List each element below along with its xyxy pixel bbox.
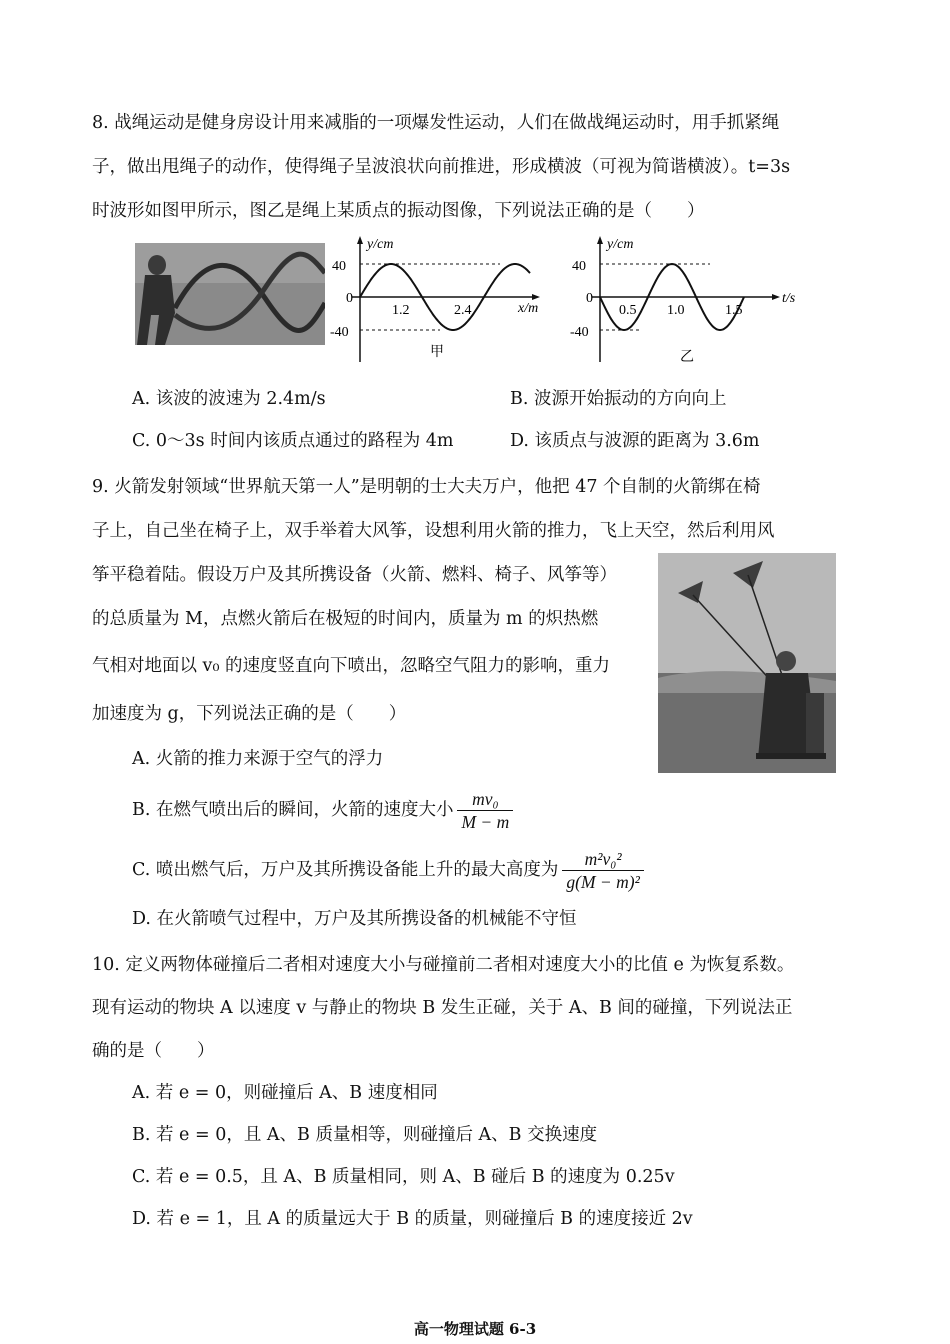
q9-line6: 加速度为 g，下列说法正确的是（ ）: [92, 704, 407, 724]
q9-option-d: D. 在火箭喷气过程中，万户及其所携设备的机械能不守恒: [132, 909, 577, 929]
graph-yi-x-tick-2: 1.0: [667, 303, 685, 318]
q8-option-d: D. 该质点与波源的距离为 3.6m: [510, 431, 760, 451]
q9-option-c-numerator: m²v₀²: [562, 848, 643, 871]
graph-jia: [330, 232, 555, 367]
page-footer: 高一物理试题 6-3: [413, 1320, 537, 1338]
q9-option-c-text: C. 喷出燃气后，万户及其所携设备能上升的最大高度为: [132, 860, 559, 880]
graph-jia-x-label: x/m: [518, 301, 539, 316]
graph-jia-x-tick-2: 2.4: [454, 303, 472, 318]
q10-line3: 确的是（ ）: [92, 1041, 215, 1061]
q9-option-c: [132, 844, 648, 896]
q9-line5: 气相对地面以 v₀ 的速度竖直向下喷出，忽略空气阻力的影响，重力: [92, 656, 611, 676]
q9-line4: 的总质量为 M，点燃火箭后在极短的时间内，质量为 m 的炽热燃: [92, 609, 599, 629]
q9-option-c-denominator: g(M − m)²: [566, 872, 640, 892]
q8-line2: 子，做出甩绳子的动作，使得绳子呈波浪状向前推进，形成横波（可视为简谐横波）。t=3s: [92, 157, 791, 177]
q9-option-b-numerator: mv₀: [457, 788, 513, 811]
graph-jia-y-tick-40: 40: [332, 259, 346, 274]
q10-option-a: A. 若 e = 0，则碰撞后 A、B 速度相同: [132, 1083, 438, 1103]
wan-hu-illustration: [658, 553, 836, 773]
graph-yi-y-tick-0: 0: [586, 291, 593, 306]
q8-option-a: A. 该波的波速为 2.4m/s: [132, 389, 326, 409]
q10-line2: 现有运动的物块 A 以速度 v 与静止的物块 B 发生正碰，关于 A、B 间的碰撞，下列说法正: [92, 998, 793, 1018]
graph-yi-x-tick-3: 1.5: [725, 303, 743, 318]
graph-jia-x-tick-1: 1.2: [392, 303, 410, 318]
q9-line3: 筝平稳着陆。假设万户及其所携设备（火箭、燃料、椅子、风筝等）: [92, 565, 617, 585]
q9-option-a: A. 火箭的推力来源于空气的浮力: [132, 749, 384, 769]
graph-yi-caption: 乙: [680, 350, 694, 365]
q9-option-c-fraction: [562, 848, 643, 893]
graph-yi: [570, 232, 805, 367]
q9-line2: 子上，自己坐在椅子上，双手举着大风筝，设想利用火箭的推力，飞上天空，然后利用风: [92, 521, 775, 541]
graph-jia-caption: 甲: [430, 345, 444, 360]
battle-rope-photo: [135, 243, 325, 345]
graph-yi-x-tick-1: 0.5: [619, 303, 637, 318]
q9-line1: 9. 火箭发射领域“世界航天第一人”是明朝的士大夫万户，他把 47 个自制的火箭绑在椅: [92, 477, 761, 497]
q10-line1: 10. 定义两物体碰撞后二者相对速度大小与碰撞前二者相对速度大小的比值 e 为恢复系数。: [92, 955, 795, 975]
graph-jia-y-label: y/cm: [367, 237, 394, 252]
q10-option-d: D. 若 e = 1，且 A 的质量远大于 B 的质量，则碰撞后 B 的速度接近 2v: [132, 1209, 693, 1229]
q8-line1: 8. 战绳运动是健身房设计用来减脂的一项爆发性运动，人们在做战绳运动时，用手抓紧绳: [92, 113, 780, 133]
q8-option-c: C. 0～3s 时间内该质点通过的路程为 4m: [132, 431, 454, 451]
graph-jia-y-tick-0: 0: [346, 291, 353, 306]
q10-option-b: B. 若 e = 0，且 A、B 质量相等，则碰撞后 A、B 交换速度: [132, 1125, 598, 1145]
q9-option-b-fraction: [457, 788, 513, 833]
graph-yi-y-tick-neg40: -40: [570, 325, 589, 340]
graph-yi-y-label: y/cm: [607, 237, 634, 252]
graph-jia-y-tick-neg40: -40: [330, 325, 349, 340]
q9-option-b: [132, 786, 517, 834]
graph-yi-x-label: t/s: [782, 291, 796, 306]
graph-yi-y-tick-40: 40: [572, 259, 586, 274]
q8-option-b: B. 波源开始振动的方向向上: [510, 389, 727, 409]
q9-option-b-text: B. 在燃气喷出后的瞬间，火箭的速度大小: [132, 800, 454, 820]
q10-option-c: C. 若 e = 0.5，且 A、B 质量相同，则 A、B 碰后 B 的速度为 0.25v: [132, 1167, 675, 1187]
q9-option-b-denominator: M − m: [461, 812, 510, 832]
q8-line3: 时波形如图甲所示，图乙是绳上某质点的振动图像，下列说法正确的是（ ）: [92, 201, 705, 221]
